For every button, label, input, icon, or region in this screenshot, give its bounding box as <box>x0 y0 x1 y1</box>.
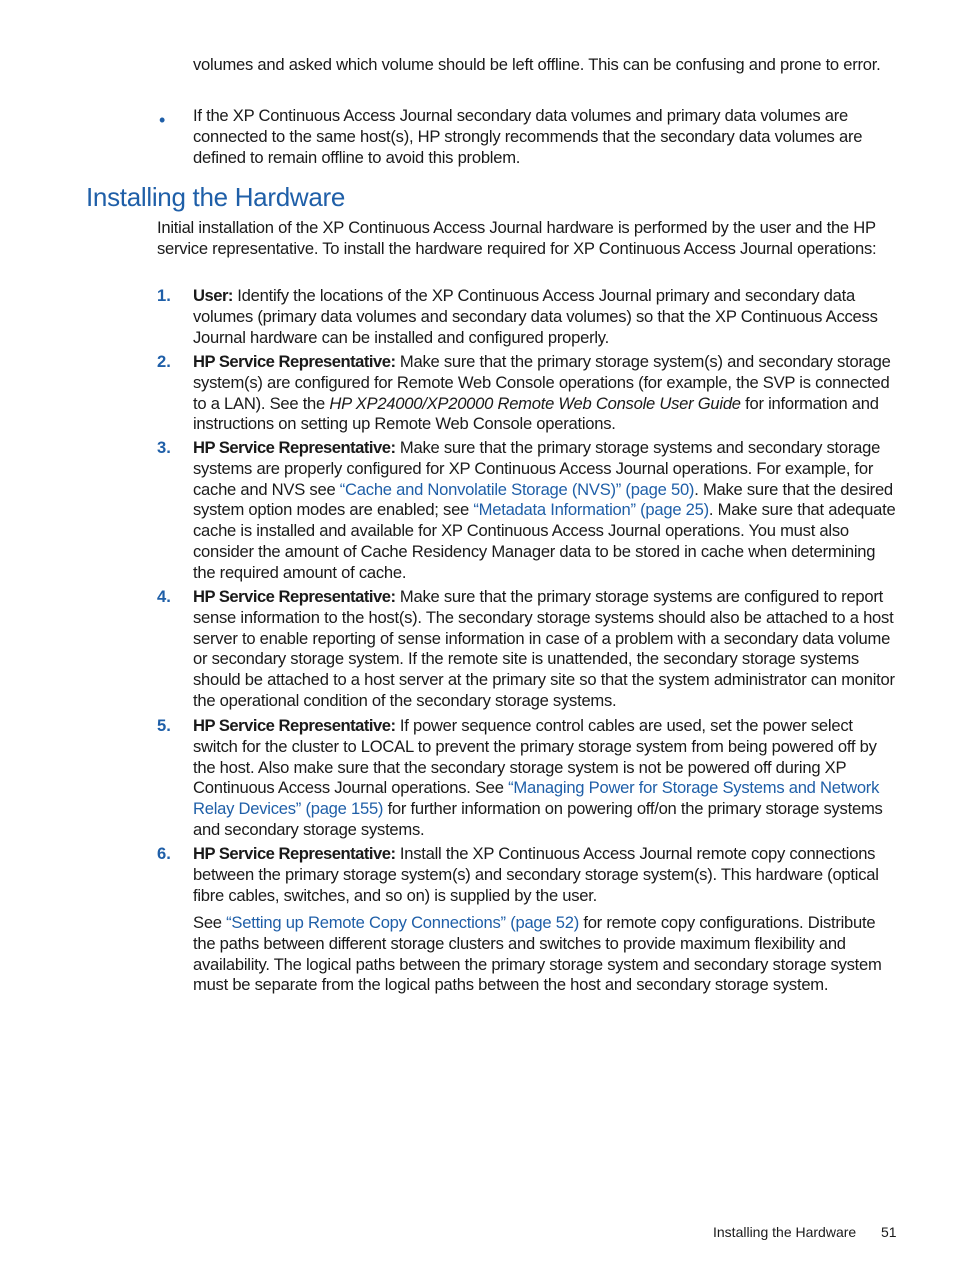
step-text: See <box>193 913 227 932</box>
managing-power-link[interactable]: “Managing Power for Storage Systems and Network Relay Devices” (page 155) <box>193 778 880 819</box>
step-label: HP Service Representative: <box>193 716 396 735</box>
cache-nvs-link[interactable]: “Cache and Nonvolatile Storage (NVS)” (page 50) <box>339 479 695 499</box>
step-text: Make sure that the primary storage systems and secondary storage systems are properly configured for XP Continuous Access Journal operations. For example, for cache and NVS see <box>193 438 881 499</box>
step-2 <box>193 352 898 435</box>
step-label: HP Service Representative: <box>193 438 396 457</box>
step-text: Install the XP Continuous Access Journal remote copy connections between the primary storage system(s) and secondary storage system(s). This hardware (optical fibre cables, switches, and so on) is supplied by the user. <box>193 844 879 905</box>
step-3 <box>193 438 898 584</box>
step-number: 4. <box>157 587 171 606</box>
guide-title: HP XP24000/XP20000 Remote Web Console User Guide <box>329 393 741 413</box>
step-label: HP Service Representative: <box>193 844 396 863</box>
bullet-icon: • <box>159 110 166 130</box>
step-5 <box>193 716 898 841</box>
step-6-subparagraph <box>193 913 898 996</box>
step-label: HP Service Representative: <box>193 352 396 371</box>
remote-copy-connections-link[interactable]: “Setting up Remote Copy Connections” (page 52) <box>226 913 579 932</box>
step-number: 3. <box>157 438 171 457</box>
intro-paragraph: Initial installation of the XP Continuous Access Journal hardware is performed by the user and the HP service representative. To install the hardware required for XP Continuous Access Journal operations: <box>157 218 877 258</box>
step-text: Identify the locations of the XP Continuous Access Journal primary and secondary data volumes (primary data volumes and secondary data volumes) so that the XP Continuous Access Journal hardware can be installed and configured properly. <box>193 286 878 347</box>
step-label: HP Service Representative: <box>193 587 396 606</box>
metadata-information-link[interactable]: “Metadata Information” (page 25) <box>473 500 709 520</box>
section-heading: Installing the Hardware <box>86 182 346 212</box>
step-text: . Make sure that the desired system option modes are enabled; see <box>193 479 893 520</box>
step-number: 6. <box>157 844 171 863</box>
step-text: . Make sure that adequate cache is installed and available for XP Continuous Access Journal operations. You must also consider the amount of Cache Residency Manager data to be stored in cache when determining the required amount of cache. <box>193 500 896 582</box>
step-label: User: <box>193 286 233 305</box>
step-4 <box>193 587 898 712</box>
step-1 <box>193 286 898 348</box>
footer-section-title: Installing the Hardware <box>713 1224 857 1240</box>
step-text: for further information on powering off/on the primary storage systems and secondary storage systems. <box>193 799 883 839</box>
step-text: for information and instructions on setting up Remote Web Console operations. <box>193 393 879 434</box>
page-number: 51 <box>881 1224 897 1240</box>
step-text: Make sure that the primary storage system(s) and secondary storage system(s) are configured for Remote Web Console operations (for example, the SVP is connected to a LAN). See the <box>193 352 891 413</box>
step-number: 2. <box>157 352 171 371</box>
step-6 <box>193 844 898 906</box>
continuation-paragraph: volumes and asked which volume should be left offline. This can be confusing and prone to error. <box>193 55 881 74</box>
step-text: for remote copy configurations. Distribute the paths between different storage clusters and switches to provide maximum flexibility and availability. The logical paths between the primary storage system and secondary storage system must be separate from the logical paths between the host and secondary storage system. <box>193 913 882 995</box>
step-number: 5. <box>157 716 171 735</box>
step-text: If power sequence control cables are used, set the power select switch for the cluster to LOCAL to prevent the primary storage system from being powered off by the host. Also make sure that the secondary storage system is not be powered off during XP Continuous Access Journal operations. See <box>193 716 877 798</box>
step-number: 1. <box>157 286 171 305</box>
bullet-paragraph: If the XP Continuous Access Journal secondary data volumes and primary data volumes are connected to the same host(s), HP strongly recommends that the secondary data volumes are defined to remain offline to avoid this problem. <box>193 106 863 167</box>
step-text: Make sure that the primary storage systems are configured to report sense information to the host(s). The secondary storage systems should also be attached to a host server to enable reporting of sense information in case of a problem with a secondary data volume or secondary storage system. If the remote site is unattended, the secondary storage systems should be attached to a host server at the primary site so that the system administrator can monitor the operational condition of the secondary storage systems. <box>193 587 895 710</box>
